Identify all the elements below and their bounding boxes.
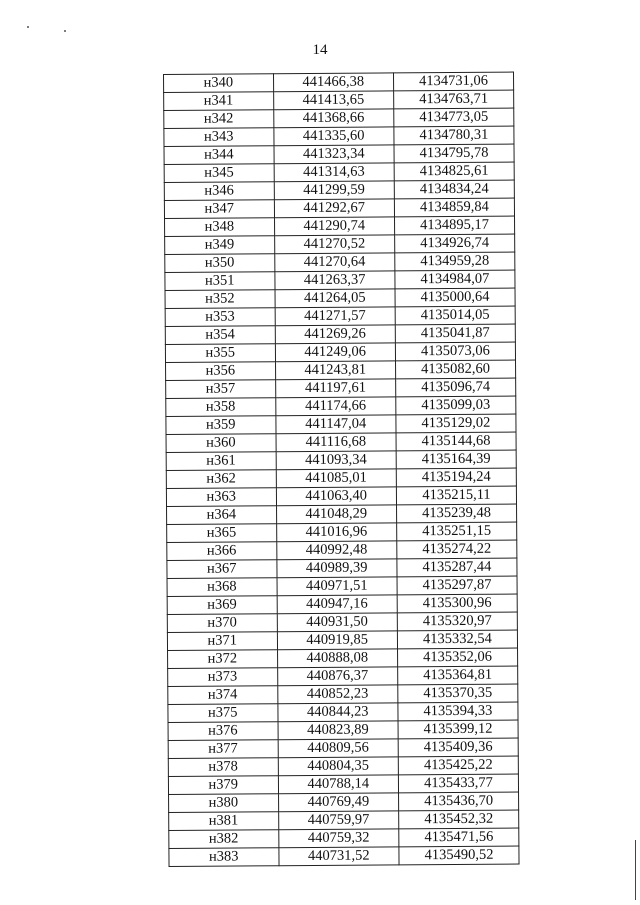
- point-id-cell: н345: [164, 164, 274, 183]
- table-row: [167, 630, 517, 650]
- y-coordinate-cell: 4135352,06: [398, 648, 518, 667]
- table-row: [169, 792, 519, 812]
- point-id-cell: н364: [167, 506, 277, 525]
- y-coordinate-cell: 4134731,06: [394, 72, 514, 91]
- table-row: [166, 414, 516, 434]
- point-id-cell: н379: [168, 776, 278, 795]
- y-coordinate-cell: 4135433,77: [398, 774, 518, 793]
- table-row: [168, 648, 518, 668]
- table-row: [165, 342, 515, 362]
- y-coordinate-cell: 4135297,87: [397, 576, 517, 595]
- table-row: [168, 738, 518, 758]
- table-row: [166, 396, 516, 416]
- point-id-cell: н371: [167, 632, 277, 651]
- x-coordinate-cell: 440919,85: [277, 631, 398, 650]
- point-id-cell: н376: [168, 722, 278, 741]
- table-row: [167, 522, 517, 542]
- point-id-cell: н356: [166, 362, 276, 381]
- table-row: [166, 432, 516, 452]
- point-id-cell: н370: [167, 614, 277, 633]
- y-coordinate-cell: 4135129,02: [396, 414, 516, 433]
- table-row: [166, 468, 516, 488]
- y-coordinate-cell: 4135490,52: [399, 846, 519, 865]
- table-row: [165, 288, 515, 308]
- point-id-cell: н372: [168, 650, 278, 669]
- y-coordinate-cell: 4135239,48: [397, 504, 517, 523]
- x-coordinate-cell: 441290,74: [274, 217, 395, 236]
- table-row: [164, 180, 514, 200]
- point-id-cell: н350: [165, 254, 275, 273]
- point-id-cell: н373: [168, 668, 278, 687]
- x-coordinate-cell: 441314,63: [274, 163, 395, 182]
- y-coordinate-cell: 4135409,36: [398, 738, 518, 757]
- y-coordinate-cell: 4135425,22: [398, 756, 518, 775]
- point-id-cell: н381: [169, 812, 279, 831]
- point-id-cell: н357: [166, 380, 276, 399]
- y-coordinate-cell: 4135014,05: [395, 306, 515, 325]
- point-id-cell: н378: [168, 758, 278, 777]
- y-coordinate-cell: 4135287,44: [397, 558, 517, 577]
- y-coordinate-cell: 4134795,78: [394, 144, 514, 163]
- y-coordinate-cell: 4134859,84: [394, 198, 514, 217]
- y-coordinate-cell: 4135471,56: [399, 828, 519, 847]
- x-coordinate-cell: 440788,14: [278, 775, 399, 794]
- x-coordinate-cell: 441368,66: [273, 109, 394, 128]
- x-coordinate-cell: 440971,51: [277, 577, 398, 596]
- point-id-cell: н342: [164, 110, 274, 129]
- y-coordinate-cell: 4134984,07: [395, 270, 515, 289]
- point-id-cell: н343: [164, 128, 274, 147]
- x-coordinate-cell: 441093,34: [276, 451, 397, 470]
- x-coordinate-cell: 441413,65: [273, 91, 394, 110]
- point-id-cell: н374: [168, 686, 278, 705]
- table-row: [167, 504, 517, 524]
- x-coordinate-cell: 441264,05: [275, 289, 396, 308]
- point-id-cell: н368: [167, 578, 277, 597]
- table-row: [166, 360, 516, 380]
- x-coordinate-cell: 441063,40: [276, 487, 397, 506]
- y-coordinate-cell: 4135300,96: [397, 594, 517, 613]
- point-id-cell: н358: [166, 398, 276, 417]
- x-coordinate-cell: 440989,39: [276, 559, 397, 578]
- x-coordinate-cell: 440876,37: [277, 667, 398, 686]
- coordinates-table-body: [164, 72, 520, 866]
- table-row: [165, 234, 515, 254]
- table-row: [168, 756, 518, 776]
- x-coordinate-cell: 441016,96: [276, 523, 397, 542]
- table-row: [167, 540, 517, 560]
- y-coordinate-cell: 4135436,70: [399, 792, 519, 811]
- y-coordinate-cell: 4135452,32: [399, 810, 519, 829]
- table-row: [167, 558, 517, 578]
- y-coordinate-cell: 4135194,24: [396, 468, 516, 487]
- table-row: [164, 72, 514, 92]
- x-coordinate-cell: 440931,50: [277, 613, 398, 632]
- point-id-cell: н361: [166, 452, 276, 471]
- point-id-cell: н341: [164, 92, 274, 111]
- y-coordinate-cell: 4135332,54: [397, 630, 517, 649]
- point-id-cell: н355: [165, 344, 275, 363]
- x-coordinate-cell: 440809,56: [278, 739, 399, 758]
- x-coordinate-cell: 441048,29: [276, 505, 397, 524]
- table-row: [169, 810, 519, 830]
- y-coordinate-cell: 4135099,03: [396, 396, 516, 415]
- y-coordinate-cell: 4135364,81: [398, 666, 518, 685]
- y-coordinate-cell: 4134926,74: [395, 234, 515, 253]
- y-coordinate-cell: 4135320,97: [397, 612, 517, 631]
- x-coordinate-cell: 440844,23: [277, 703, 398, 722]
- y-coordinate-cell: 4134959,28: [395, 252, 515, 271]
- point-id-cell: н348: [165, 218, 275, 237]
- table-row: [165, 324, 515, 344]
- y-coordinate-cell: 4135370,35: [398, 684, 518, 703]
- x-coordinate-cell: 441270,64: [274, 253, 395, 272]
- table-row: [164, 162, 514, 182]
- scan-edge-mark: [635, 840, 636, 900]
- y-coordinate-cell: 4135082,60: [396, 360, 516, 379]
- y-coordinate-cell: 4135164,39: [396, 450, 516, 469]
- x-coordinate-cell: 440769,49: [278, 793, 399, 812]
- x-coordinate-cell: 441269,26: [275, 325, 396, 344]
- y-coordinate-cell: 4134895,17: [395, 216, 515, 235]
- y-coordinate-cell: 4135000,64: [395, 288, 515, 307]
- x-coordinate-cell: 441243,81: [275, 361, 396, 380]
- coordinates-table: [163, 72, 520, 867]
- scan-speck: [27, 26, 29, 28]
- x-coordinate-cell: 440947,16: [277, 595, 398, 614]
- table-row: [168, 684, 518, 704]
- point-id-cell: н375: [168, 704, 278, 723]
- y-coordinate-cell: 4135215,11: [396, 486, 516, 505]
- y-coordinate-cell: 4135096,74: [396, 378, 516, 397]
- point-id-cell: н377: [168, 740, 278, 759]
- table-row: [168, 666, 518, 686]
- page-number: 14: [312, 42, 328, 58]
- x-coordinate-cell: 441174,66: [275, 397, 396, 416]
- x-coordinate-cell: 440992,48: [276, 541, 397, 560]
- table-row: [169, 828, 519, 848]
- table-row: [167, 594, 517, 614]
- x-coordinate-cell: 440852,23: [277, 685, 398, 704]
- x-coordinate-cell: 440888,08: [277, 649, 398, 668]
- table-row: [168, 720, 518, 740]
- y-coordinate-cell: 4135041,87: [395, 324, 515, 343]
- table-row: [164, 144, 514, 164]
- table-row: [169, 846, 519, 866]
- point-id-cell: н380: [169, 794, 279, 813]
- table-row: [168, 774, 518, 794]
- table-row: [165, 252, 515, 272]
- x-coordinate-cell: 441299,59: [274, 181, 395, 200]
- x-coordinate-cell: 440759,97: [278, 811, 399, 830]
- point-id-cell: н369: [167, 596, 277, 615]
- point-id-cell: н359: [166, 416, 276, 435]
- table-row: [166, 486, 516, 506]
- point-id-cell: н354: [165, 326, 275, 345]
- y-coordinate-cell: 4135394,33: [398, 702, 518, 721]
- table-row: [164, 108, 514, 128]
- y-coordinate-cell: 4135251,15: [397, 522, 517, 541]
- scan-speck: [64, 30, 66, 32]
- table-row: [165, 306, 515, 326]
- point-id-cell: н351: [165, 272, 275, 291]
- x-coordinate-cell: 440823,89: [278, 721, 399, 740]
- y-coordinate-cell: 4135073,06: [395, 342, 515, 361]
- x-coordinate-cell: 441335,60: [273, 127, 394, 146]
- x-coordinate-cell: 441466,38: [273, 73, 394, 92]
- point-id-cell: н340: [164, 74, 274, 93]
- x-coordinate-cell: 441116,68: [276, 433, 397, 452]
- point-id-cell: н360: [166, 434, 276, 453]
- table-row: [167, 576, 517, 596]
- x-coordinate-cell: 441263,37: [274, 271, 395, 290]
- table-row: [165, 270, 515, 290]
- point-id-cell: н346: [164, 182, 274, 201]
- table-row: [166, 450, 516, 470]
- table-row: [168, 702, 518, 722]
- point-id-cell: н353: [165, 308, 275, 327]
- x-coordinate-cell: 441323,34: [274, 145, 395, 164]
- table-row: [164, 126, 514, 146]
- x-coordinate-cell: 441085,01: [276, 469, 397, 488]
- point-id-cell: н383: [169, 848, 279, 867]
- y-coordinate-cell: 4134773,05: [394, 108, 514, 127]
- y-coordinate-cell: 4134825,61: [394, 162, 514, 181]
- x-coordinate-cell: 441292,67: [274, 199, 395, 218]
- point-id-cell: н366: [167, 542, 277, 561]
- y-coordinate-cell: 4135144,68: [396, 432, 516, 451]
- y-coordinate-cell: 4134763,71: [394, 90, 514, 109]
- x-coordinate-cell: 441270,52: [274, 235, 395, 254]
- point-id-cell: н349: [165, 236, 275, 255]
- table-row: [164, 198, 514, 218]
- y-coordinate-cell: 4135399,12: [398, 720, 518, 739]
- table-row: [164, 90, 514, 110]
- point-id-cell: н352: [165, 290, 275, 309]
- y-coordinate-cell: 4134834,24: [394, 180, 514, 199]
- x-coordinate-cell: 440759,32: [278, 829, 399, 848]
- x-coordinate-cell: 441271,57: [275, 307, 396, 326]
- table-row: [167, 612, 517, 632]
- x-coordinate-cell: 440731,52: [278, 847, 399, 866]
- point-id-cell: н365: [167, 524, 277, 543]
- y-coordinate-cell: 4134780,31: [394, 126, 514, 145]
- table-row: [165, 216, 515, 236]
- point-id-cell: н367: [167, 560, 277, 579]
- x-coordinate-cell: 441197,61: [275, 379, 396, 398]
- x-coordinate-cell: 441249,06: [275, 343, 396, 362]
- point-id-cell: н347: [164, 200, 274, 219]
- table-row: [166, 378, 516, 398]
- point-id-cell: н363: [166, 488, 276, 507]
- point-id-cell: н362: [166, 470, 276, 489]
- y-coordinate-cell: 4135274,22: [397, 540, 517, 559]
- x-coordinate-cell: 440804,35: [278, 757, 399, 776]
- point-id-cell: н344: [164, 146, 274, 165]
- x-coordinate-cell: 441147,04: [275, 415, 396, 434]
- point-id-cell: н382: [169, 830, 279, 849]
